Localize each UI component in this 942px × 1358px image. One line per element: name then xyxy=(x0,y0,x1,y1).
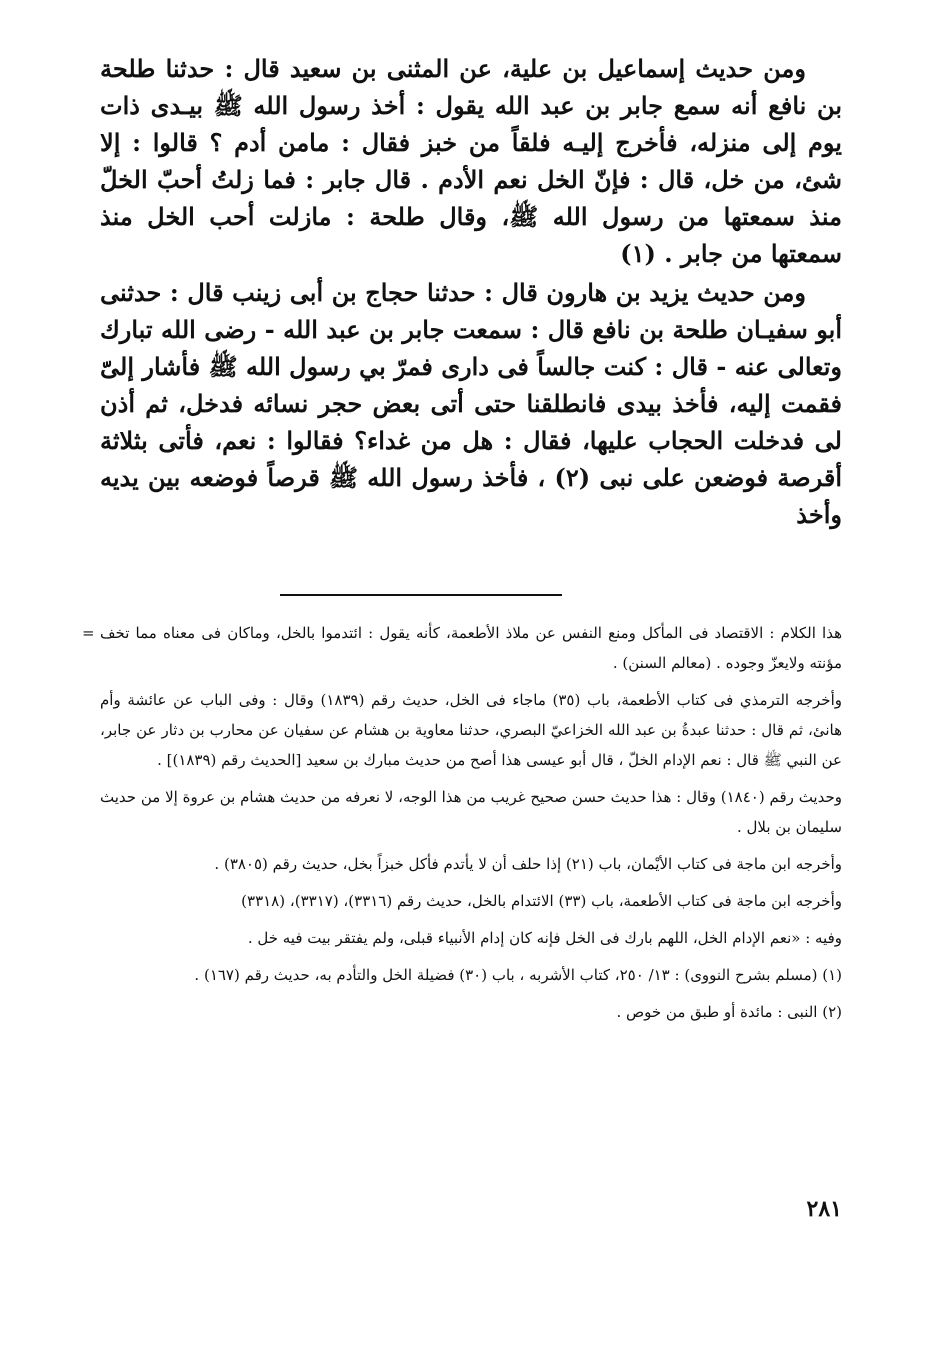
footnote-divider xyxy=(280,594,562,596)
footnote-item: وفيه : «نعم الإدام الخل، اللهم بارك فى الخل فإنه كان إدام الأنبياء قبلى، ولم يفتقر بيت فيه خل . xyxy=(247,929,842,947)
footnote-item: وأخرجه الترمذي فى كتاب الأطعمة، باب (٣٥) ماجاء فى الخل، حديث رقم (١٨٣٩) وقال : وفى الباب عن عائشة وأم هانئ، ثم قال : حدثنا عبدةُ بن عبد الله الخزاعيّ البصري، حدثنا معاوية بن هشام عن سفيان عن محارب بن دثار عن جابر، عن النبي ﷺ قال : نعم الإدام الخلّ ، قال أبو عيسى هذا أصح من حديث مبارك بن سعيد [الحديث رقم (١٨٣٩)] . xyxy=(100,691,842,769)
page-number: ٢٨١ xyxy=(806,1196,842,1222)
footnote-item xyxy=(82,618,842,678)
footnote-text: هذا الكلام : الاقتصاد فى المأكل ومنع النفس عن ملاذ الأطعمة، كأنه يقول : ائتدموا بالخل، وماكان فى معناه مما تخف مؤنته ولايعزّ وجوده . (معالم السنن) . xyxy=(100,624,842,672)
footnote-divider-wrap xyxy=(100,581,842,600)
footnote-item: وأخرجه ابن ماجة فى كتاب الأطعمة، باب (٣٣) الائتدام بالخل، حديث رقم (٣٣١٦)، (٣٣١٧)، (٣٣١٨) xyxy=(241,892,842,910)
footnote-item: وحديث رقم (١٨٤٠) وقال : هذا حديث حسن صحيح غريب من هذا الوجه، لا نعرفه من حديث هشام بن عروة إلا من حديث سليمان بن بلال . xyxy=(100,788,842,836)
footnote-item: وأخرجه ابن ماجة فى كتاب الأيْمان، باب (٢١) إذا حلف أن لا يأتدم فأكل خبزاً بخل، حديث رقم (٣٨٠٥) . xyxy=(214,855,842,873)
continuation-mark: = xyxy=(82,624,95,642)
footnote-item: (١) (مسلم بشرح النووى) : ١٣/ ٢٥٠، كتاب الأشربه ، باب (٣٠) فضيلة الخل والتأدم به، حديث رقم (١٦٧) . xyxy=(194,966,842,984)
footnote-item: (٢) النبى : مائدة أو طبق من خوص . xyxy=(616,1003,842,1021)
main-paragraph: ومن حديث يزيد بن هارون قال : حدثنا حجاج بن أبى زينب قال : حدثنى أبو سفيـان طلحة بن نافع قال : سمعت جابر بن عبد الله - رضى الله تبارك وتعالى عنه - قال : كنت جالساً فى دارى فمرّ بي رسول الله ﷺ فأشار إلىّ فقمت إليه، فأخذ بيدى فانطلقنا حتى أتى بعض حجر نسائه فدخل، ثم أذن لى فدخلت الحجاب عليها، فقال : هل من غداء؟ فقالوا : نعم، فأتى بثلاثة أقرصة فوضعن على نبى (٢) ، فأخذ رسول الله ﷺ قرصاً فوضعه بين يديه وأخذ xyxy=(100,278,842,529)
main-paragraph: ومن حديث إسماعيل بن علية، عن المثنى بن سعيد قال : حدثنا طلحة بن نافع أنه سمع جابر بن عبد الله يقول : أخذ رسول الله ﷺ بيـدى ذات يوم إلى منزله، فأخرج إليـه فلقاً من خبز فقال : مامن أدم ؟ قالوا : إلا شئ، من خل، قال : فإنّ الخل نعم الأدم . قال جابر : فما زلتُ أحبّ الخلّ منذ سمعتها من رسول الله ﷺ، وقال طلحة : مازلت أحب الخل منذ سمعتها من جابر . (١) xyxy=(100,54,842,268)
footnotes xyxy=(82,618,842,1027)
book-page xyxy=(82,50,842,1330)
main-text xyxy=(100,50,842,533)
